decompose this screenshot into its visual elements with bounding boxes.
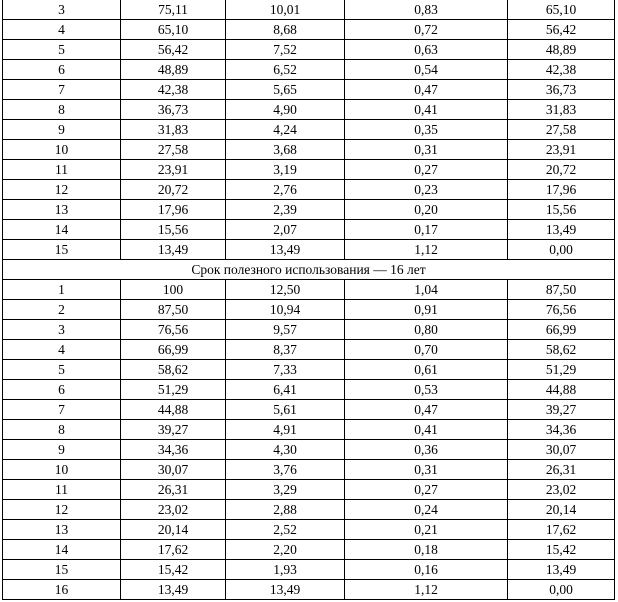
table-row [3, 480, 615, 500]
start-value-cell: 15,42 [121, 560, 226, 580]
monthly-depreciation-cell: 0,54 [345, 60, 508, 80]
end-value-cell: 87,50 [508, 280, 615, 300]
period-title: Срок полезного использования — 16 лет [3, 260, 615, 280]
start-value-cell: 100 [121, 280, 226, 300]
end-value-cell: 26,31 [508, 460, 615, 480]
annual-depreciation-cell: 3,19 [226, 160, 345, 180]
end-value-cell: 42,38 [508, 60, 615, 80]
end-value-cell: 44,88 [508, 380, 615, 400]
start-value-cell: 27,58 [121, 140, 226, 160]
annual-depreciation-cell: 12,50 [226, 280, 345, 300]
year-cell: 13 [3, 520, 121, 540]
year-cell: 11 [3, 160, 121, 180]
table-row [3, 40, 615, 60]
monthly-depreciation-cell: 0,20 [345, 200, 508, 220]
table-row [3, 460, 615, 480]
start-value-cell: 65,10 [121, 20, 226, 40]
end-value-cell: 23,02 [508, 480, 615, 500]
end-value-cell: 58,62 [508, 340, 615, 360]
year-cell: 3 [3, 0, 121, 20]
start-value-cell: 76,56 [121, 320, 226, 340]
table-row [3, 300, 615, 320]
table-row [3, 580, 615, 600]
table-row [3, 380, 615, 400]
annual-depreciation-cell: 8,68 [226, 20, 345, 40]
annual-depreciation-cell: 10,01 [226, 0, 345, 20]
monthly-depreciation-cell: 0,18 [345, 540, 508, 560]
annual-depreciation-cell: 8,37 [226, 340, 345, 360]
monthly-depreciation-cell: 0,53 [345, 380, 508, 400]
start-value-cell: 75,11 [121, 0, 226, 20]
start-value-cell: 17,96 [121, 200, 226, 220]
end-value-cell: 20,72 [508, 160, 615, 180]
end-value-cell: 17,62 [508, 520, 615, 540]
end-value-cell: 17,96 [508, 180, 615, 200]
annual-depreciation-cell: 6,52 [226, 60, 345, 80]
monthly-depreciation-cell: 0,21 [345, 520, 508, 540]
end-value-cell: 13,49 [508, 560, 615, 580]
end-value-cell: 15,42 [508, 540, 615, 560]
start-value-cell: 30,07 [121, 460, 226, 480]
table-row [3, 100, 615, 120]
end-value-cell: 23,91 [508, 140, 615, 160]
year-cell: 10 [3, 140, 121, 160]
year-cell: 12 [3, 500, 121, 520]
monthly-depreciation-cell: 0,91 [345, 300, 508, 320]
start-value-cell: 66,99 [121, 340, 226, 360]
monthly-depreciation-cell: 1,04 [345, 280, 508, 300]
monthly-depreciation-cell: 0,23 [345, 180, 508, 200]
start-value-cell: 34,36 [121, 440, 226, 460]
start-value-cell: 44,88 [121, 400, 226, 420]
end-value-cell: 76,56 [508, 300, 615, 320]
annual-depreciation-cell: 5,65 [226, 80, 345, 100]
monthly-depreciation-cell: 0,70 [345, 340, 508, 360]
year-cell: 6 [3, 60, 121, 80]
table-row [3, 140, 615, 160]
depreciation-table [2, 0, 615, 600]
end-value-cell: 0,00 [508, 580, 615, 600]
period-header-row [3, 260, 615, 280]
annual-depreciation-cell: 2,52 [226, 520, 345, 540]
year-cell: 5 [3, 360, 121, 380]
table-row [3, 440, 615, 460]
annual-depreciation-cell: 3,68 [226, 140, 345, 160]
annual-depreciation-cell: 2,39 [226, 200, 345, 220]
table-row [3, 160, 615, 180]
year-cell: 7 [3, 400, 121, 420]
table-row [3, 340, 615, 360]
end-value-cell: 34,36 [508, 420, 615, 440]
annual-depreciation-cell: 2,76 [226, 180, 345, 200]
depreciation-table-body [3, 0, 615, 600]
table-row [3, 180, 615, 200]
annual-depreciation-cell: 5,61 [226, 400, 345, 420]
monthly-depreciation-cell: 0,47 [345, 80, 508, 100]
year-cell: 4 [3, 340, 121, 360]
annual-depreciation-cell: 4,90 [226, 100, 345, 120]
table-row [3, 540, 615, 560]
annual-depreciation-cell: 6,41 [226, 380, 345, 400]
table-row [3, 400, 615, 420]
monthly-depreciation-cell: 0,16 [345, 560, 508, 580]
year-cell: 3 [3, 320, 121, 340]
end-value-cell: 30,07 [508, 440, 615, 460]
year-cell: 9 [3, 120, 121, 140]
start-value-cell: 48,89 [121, 60, 226, 80]
start-value-cell: 17,62 [121, 540, 226, 560]
monthly-depreciation-cell: 0,47 [345, 400, 508, 420]
monthly-depreciation-cell: 0,27 [345, 160, 508, 180]
year-cell: 5 [3, 40, 121, 60]
annual-depreciation-cell: 4,24 [226, 120, 345, 140]
year-cell: 14 [3, 540, 121, 560]
table-row [3, 320, 615, 340]
monthly-depreciation-cell: 0,41 [345, 420, 508, 440]
monthly-depreciation-cell: 0,61 [345, 360, 508, 380]
start-value-cell: 20,14 [121, 520, 226, 540]
year-cell: 13 [3, 200, 121, 220]
year-cell: 7 [3, 80, 121, 100]
monthly-depreciation-cell: 0,24 [345, 500, 508, 520]
monthly-depreciation-cell: 0,31 [345, 140, 508, 160]
end-value-cell: 27,58 [508, 120, 615, 140]
start-value-cell: 20,72 [121, 180, 226, 200]
start-value-cell: 23,91 [121, 160, 226, 180]
year-cell: 14 [3, 220, 121, 240]
monthly-depreciation-cell: 0,41 [345, 100, 508, 120]
start-value-cell: 87,50 [121, 300, 226, 320]
year-cell: 6 [3, 380, 121, 400]
table-row [3, 240, 615, 260]
end-value-cell: 65,10 [508, 0, 615, 20]
monthly-depreciation-cell: 0,83 [345, 0, 508, 20]
annual-depreciation-cell: 2,88 [226, 500, 345, 520]
annual-depreciation-cell: 4,91 [226, 420, 345, 440]
annual-depreciation-cell: 10,94 [226, 300, 345, 320]
monthly-depreciation-cell: 0,17 [345, 220, 508, 240]
annual-depreciation-cell: 2,20 [226, 540, 345, 560]
end-value-cell: 48,89 [508, 40, 615, 60]
annual-depreciation-cell: 9,57 [226, 320, 345, 340]
annual-depreciation-cell: 3,29 [226, 480, 345, 500]
year-cell: 2 [3, 300, 121, 320]
table-row [3, 20, 615, 40]
year-cell: 4 [3, 20, 121, 40]
end-value-cell: 56,42 [508, 20, 615, 40]
year-cell: 16 [3, 580, 121, 600]
year-cell: 9 [3, 440, 121, 460]
year-cell: 12 [3, 180, 121, 200]
monthly-depreciation-cell: 0,27 [345, 480, 508, 500]
annual-depreciation-cell: 7,52 [226, 40, 345, 60]
table-row [3, 560, 615, 580]
annual-depreciation-cell: 13,49 [226, 240, 345, 260]
start-value-cell: 31,83 [121, 120, 226, 140]
end-value-cell: 36,73 [508, 80, 615, 100]
table-row [3, 420, 615, 440]
monthly-depreciation-cell: 0,80 [345, 320, 508, 340]
start-value-cell: 56,42 [121, 40, 226, 60]
end-value-cell: 31,83 [508, 100, 615, 120]
table-row [3, 220, 615, 240]
start-value-cell: 42,38 [121, 80, 226, 100]
annual-depreciation-cell: 4,30 [226, 440, 345, 460]
end-value-cell: 20,14 [508, 500, 615, 520]
end-value-cell: 51,29 [508, 360, 615, 380]
start-value-cell: 23,02 [121, 500, 226, 520]
monthly-depreciation-cell: 0,72 [345, 20, 508, 40]
start-value-cell: 51,29 [121, 380, 226, 400]
annual-depreciation-cell: 2,07 [226, 220, 345, 240]
year-cell: 10 [3, 460, 121, 480]
table-row [3, 80, 615, 100]
table-row [3, 120, 615, 140]
start-value-cell: 26,31 [121, 480, 226, 500]
monthly-depreciation-cell: 0,36 [345, 440, 508, 460]
start-value-cell: 36,73 [121, 100, 226, 120]
start-value-cell: 39,27 [121, 420, 226, 440]
monthly-depreciation-cell: 1,12 [345, 580, 508, 600]
monthly-depreciation-cell: 0,31 [345, 460, 508, 480]
year-cell: 11 [3, 480, 121, 500]
annual-depreciation-cell: 3,76 [226, 460, 345, 480]
table-row [3, 280, 615, 300]
year-cell: 1 [3, 280, 121, 300]
monthly-depreciation-cell: 0,63 [345, 40, 508, 60]
year-cell: 8 [3, 100, 121, 120]
start-value-cell: 13,49 [121, 580, 226, 600]
end-value-cell: 39,27 [508, 400, 615, 420]
year-cell: 8 [3, 420, 121, 440]
end-value-cell: 66,99 [508, 320, 615, 340]
table-row [3, 360, 615, 380]
annual-depreciation-cell: 7,33 [226, 360, 345, 380]
annual-depreciation-cell: 1,93 [226, 560, 345, 580]
monthly-depreciation-cell: 0,35 [345, 120, 508, 140]
table-row [3, 520, 615, 540]
start-value-cell: 13,49 [121, 240, 226, 260]
start-value-cell: 15,56 [121, 220, 226, 240]
table-row [3, 60, 615, 80]
start-value-cell: 58,62 [121, 360, 226, 380]
year-cell: 15 [3, 240, 121, 260]
end-value-cell: 13,49 [508, 220, 615, 240]
year-cell: 15 [3, 560, 121, 580]
annual-depreciation-cell: 13,49 [226, 580, 345, 600]
table-row [3, 0, 615, 20]
end-value-cell: 15,56 [508, 200, 615, 220]
monthly-depreciation-cell: 1,12 [345, 240, 508, 260]
table-row [3, 500, 615, 520]
table-row [3, 200, 615, 220]
end-value-cell: 0,00 [508, 240, 615, 260]
